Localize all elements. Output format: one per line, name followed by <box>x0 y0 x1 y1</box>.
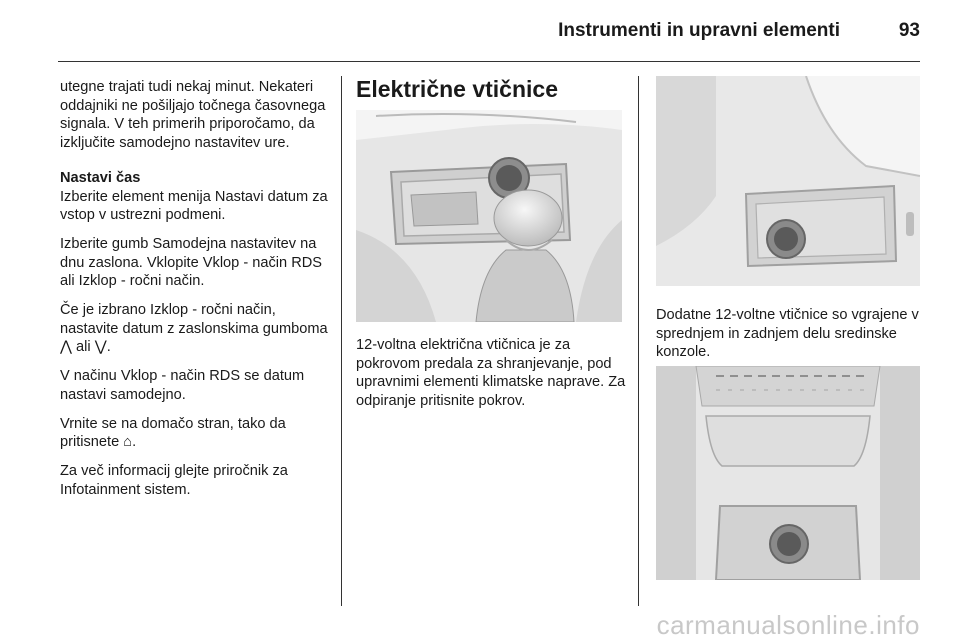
paragraph-5-text: Vrnite se na domačo stran, tako da pritisnete <box>60 415 286 451</box>
front-socket-caption: 12-voltna električna vtičnica je za pokrovom predala za shranjevanje, pod upravnimi elementi klimatske naprave. Za odpiranje pritisnite pokrov. <box>356 337 626 410</box>
paragraph-2: Izberite gumb Samodejna nastavitev na dnu zaslona. Vklopite Vklop - način RDS ali Izklop - ročni način. <box>60 235 323 290</box>
paragraph-6: Za več informacij glejte priročnik za Infotainment sistem. <box>60 462 288 498</box>
column-divider-right <box>638 76 639 606</box>
rear-console-socket-illustration <box>656 366 920 580</box>
home-icon: ⌂ <box>123 434 133 451</box>
paragraph-3-end: . <box>106 339 111 356</box>
column-middle <box>356 74 626 410</box>
header-rule <box>58 61 920 62</box>
paragraph-3-ali: ali <box>76 339 91 356</box>
section-heading: Nastavi čas <box>60 169 141 186</box>
paragraph-3 <box>60 301 332 357</box>
front-socket-illustration <box>356 110 622 322</box>
column-left <box>60 78 332 509</box>
center-console-socket-illustration <box>656 76 920 286</box>
paragraph-4: V načinu Vklop - način RDS se datum nastavi samodejno. <box>60 368 305 403</box>
header-title: Instrumenti in upravni elementi <box>558 20 840 41</box>
watermark: carmanualsonline.info <box>656 610 920 640</box>
section-title: Električne vtičnice <box>356 76 558 102</box>
paragraph-5 <box>60 415 332 452</box>
intro-paragraph: utegne trajati tudi nekaj minut. Nekateri oddajniki ne pošiljajo točnega časovnega signala. V teh primerih priporočamo, da izklјučite samodejno nastavitev ure. <box>60 79 326 152</box>
paragraph-5-end: . <box>132 434 137 451</box>
page-number: 93 <box>898 20 920 41</box>
rear-socket-caption: Dodatne 12-voltne vtičnice so vgrajene v sprednjem in zadnjem delu sredinske konzole. <box>656 307 919 361</box>
chevron-down-icon: ⋁ <box>94 339 107 356</box>
paragraph-3-text: Če je izbrano Izklop - ročni način, nastavite datum z zaslonskima gumboma <box>60 302 328 337</box>
chevron-up-icon: ⋀ <box>60 339 72 356</box>
paragraph-1: Izberite element menija Nastavi datum za vstop v ustrezni podmeni. <box>60 188 328 224</box>
column-divider-left <box>341 76 342 606</box>
